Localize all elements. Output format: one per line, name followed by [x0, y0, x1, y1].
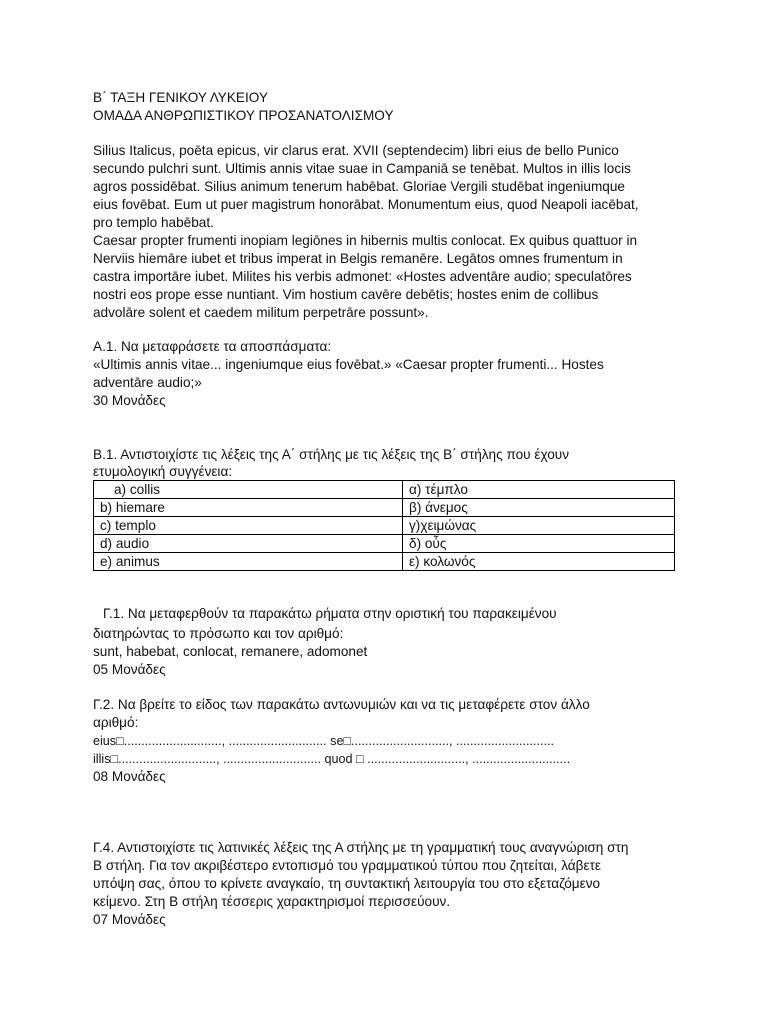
question-a1-points: 30 Μονάδες [93, 393, 166, 408]
question-a1-text: adventāre audio;» [93, 375, 202, 390]
question-a1-title: Α.1. Να μεταφράσετε τα αποσπάσματα: [93, 339, 332, 354]
text-line: agros possidēbat. Silius animum tenerum habēbat. Gloriae Vergili studēbat ingeniumque [93, 179, 625, 194]
question-b1-title: ετυμολογική συγγένεια: [93, 464, 233, 479]
table-row [94, 481, 675, 499]
text-line: secundo pulchri sunt. Ultimis annis vitae suae in Campaniā se tenēbat. Multos in illis locis [93, 161, 631, 176]
table-row [94, 553, 675, 571]
column-b-cell: ε) κολωνός [403, 553, 675, 571]
column-a-cell: b) hiemare [94, 499, 403, 517]
column-b-cell: δ) οὖς [403, 535, 675, 553]
question-g1-title: Γ.1. Να μεταφερθούν τα παρακάτω ρήματα στην οριστική του παρακειμένου [103, 606, 557, 621]
text-line: pro templo habēbat. [93, 215, 214, 230]
text-line: Silius Italicus, poēta epicus, vir clarus erat. XVII (septendecim) libri eius de bello Punico [93, 143, 619, 158]
text-line: eius fovēbat. Eum ut puer magistrum honorābat. Monumentum eius, quod Neapoli iacēbat, [93, 197, 639, 212]
table-row [94, 499, 675, 517]
question-g2-title: Γ.2. Να βρείτε το είδος των παρακάτω αντωνυμιών και να τις μεταφέρετε στον άλλο [93, 697, 590, 712]
question-b1-title: Β.1. Αντιστοιχίστε τις λέξεις της Α΄ στήλης με τις λέξεις της Β΄ στήλης που έχουν [93, 447, 570, 462]
question-g2-blanks: eius□............................, ............................ se□............................, ............................ [93, 734, 554, 748]
text-line: advolāre solent et caedem militum perpetrāre possunt». [93, 305, 429, 320]
column-b-cell: γ)χειμώνας [403, 517, 675, 535]
question-a1-text: «Ultimis annis vitae... ingeniumque eius fovēbat.» «Caesar propter frumenti... Hostes [93, 357, 604, 372]
question-g4-text: κείμενο. Στη Β στήλη τέσσερις χαρακτηρισμοί περισσεύουν. [93, 894, 451, 909]
question-g4-text: υπόψη σας, όπου το κρίνετε αναγκαίο, τη συντακτική λειτουργία του στο εξεταζόμενο [93, 876, 601, 891]
text-line: nostri eos prope esse nuntiant. Vim hostium cavēre debētis; hostes enim de collibus [93, 287, 599, 302]
table-row [94, 535, 675, 553]
text-line: castra importāre iubet. Milites his verbis admonet: «Hostes adventāre audio; speculatōres [93, 269, 632, 284]
column-a-cell: d) audio [94, 535, 403, 553]
column-a-cell: c) templo [94, 517, 403, 535]
question-g2-title: αριθμό: [93, 715, 139, 730]
question-g2-points: 08 Μονάδες [93, 769, 166, 784]
table-row [94, 517, 675, 535]
text-line: Caesar propter frumenti inopiam legiōnes in hibernis multis conlocat. Ex quibus quattuor in [93, 233, 638, 248]
column-b-cell: α) τέμπλο [403, 481, 675, 499]
question-g2-blanks: illis□............................, ............................ quod □ ............................, ............................ [93, 752, 571, 766]
question-g4-points: 07 Μονάδες [93, 912, 166, 927]
header-class: Β΄ ΤΑΞΗ ΓΕΝΙΚΟΥ ΛΥΚΕΙΟΥ [93, 90, 268, 105]
column-a-cell: a) collis [94, 481, 403, 499]
question-g4-text: Β στήλη. Για τον ακριβέστερο εντοπισμό του γραμματικού τύπου που ζητείται, λάβετε [93, 858, 601, 873]
question-g4-text: Γ.4. Αντιστοιχίστε τις λατινικές λέξεις της Α στήλης με τη γραμματική τους αναγνώριση στη [93, 840, 629, 855]
question-g1-verbs: sunt, habebat, conlocat, remanere, adomonet [93, 644, 368, 659]
header-group: ΟΜΑΔΑ ΑΝΘΡΩΠΙΣΤΙΚΟΥ ΠΡΟΣΑΝΑΤΟΛΙΣΜΟΥ [93, 108, 394, 123]
etymology-table [93, 480, 675, 571]
question-g1-points: 05 Μονάδες [93, 662, 166, 677]
text-line: Nerviis hiemāre iubet et tribus imperat in Belgis remanēre. Legātos omnes frumentum in [93, 251, 623, 266]
column-a-cell: e) animus [94, 553, 403, 571]
column-b-cell: β) άνεμος [403, 499, 675, 517]
question-g1-title: διατηρώντας το πρόσωπο και τον αριθμό: [93, 626, 344, 641]
